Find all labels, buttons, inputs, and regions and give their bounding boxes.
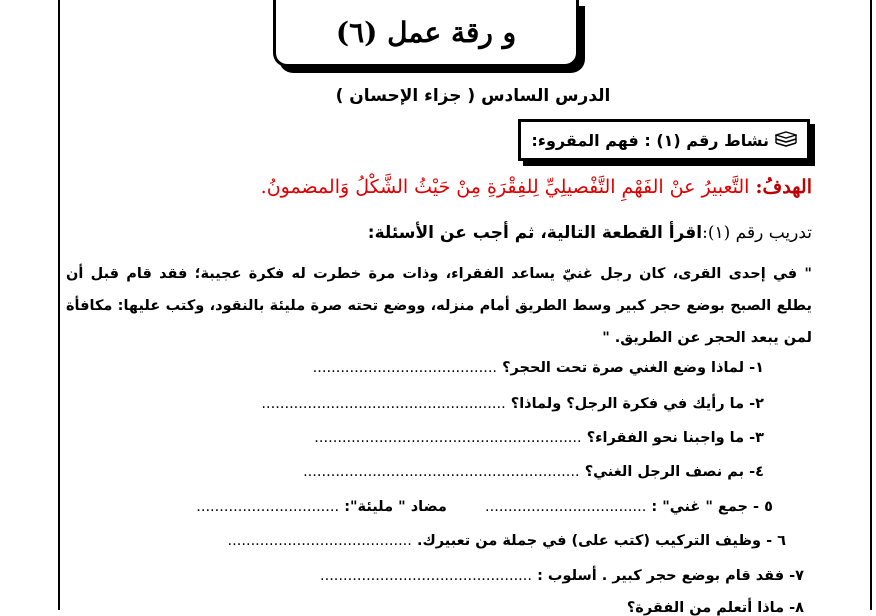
question-text: ٧- فقد قام بوضع حجر كبير . أسلوب : (537, 568, 804, 584)
worksheet-title-box (273, 0, 579, 67)
activity-box (518, 119, 810, 161)
goal-label: الهدفُ: (755, 176, 812, 198)
question-3 (314, 430, 764, 446)
question-8 (627, 600, 804, 616)
answer-line[interactable]: ............................... (196, 499, 340, 515)
worksheet-title: و رقة عمل (٦) (335, 15, 517, 49)
question-4 (303, 464, 764, 480)
question-text: ٣- ما واجبنا نحو الفقراء؟ (586, 430, 764, 446)
question-text: ٢- ما رأيك في فكرة الرجل؟ ولماذا؟ (510, 396, 764, 412)
question-6 (228, 533, 786, 549)
question-text: ٨- ماذا أتعلم من الفقرة؟ (626, 600, 804, 616)
book-icon (775, 131, 797, 149)
goal-text: التَّعبيرُ عنْ الفَهْمِ التَّفْصيلِيِّ لِلفِقْرَةِ مِنْ حَيْثُ الشَّكْلُ وَالمضمونُ. (260, 176, 756, 198)
question-text: ٤- بم نصف الرجل الغني؟ (584, 464, 764, 480)
lesson-title: الدرس السادس ( جزاء الإحسان ) (335, 86, 611, 106)
reading-passage: " في إحدى القرى، كان رجل غنيّ يساعد الفقراء، وذات مرة خطرت له فكرة عجيبة؛ فقد قام قبل أن يطلع الصبح بوضع حجر كبير وسط الطريق أمام منزله، ووضع تحته صرة مليئة بالنقود، وكتب عليها: مكافأة لمن يبعد الحجر عن الطريق. " (66, 266, 812, 346)
question-text: ٥ - جمع " غني" : (651, 499, 773, 515)
question-1 (313, 360, 764, 376)
question-text-opposite: مضاد " مليئة": (344, 499, 447, 515)
training-line (368, 223, 812, 243)
answer-line[interactable]: ........................................ (227, 533, 412, 549)
answer-line[interactable]: ................................... (485, 499, 647, 515)
answer-line[interactable]: ............................................................ (303, 464, 580, 480)
question-2 (261, 396, 764, 412)
question-5 (196, 499, 773, 515)
lesson-heading (0, 86, 876, 106)
answer-line[interactable]: .......................................................... (314, 430, 582, 446)
goal-line (261, 176, 812, 198)
training-instruction: اقرأ القطعة التالية، ثم أجب عن الأسئلة: (367, 223, 703, 243)
question-text: ١- لماذا وضع الغني صرة تحت الحجر؟ (502, 360, 764, 376)
answer-line[interactable]: .............................................. (319, 568, 533, 584)
activity-label: نشاط رقم (١) : فهم المقروء: (531, 130, 769, 150)
question-7 (320, 568, 804, 584)
answer-line[interactable]: ..................................................... (261, 396, 506, 412)
training-label: تدريب رقم (١): (702, 223, 812, 243)
question-text: ٦ - وظيف التركيب (كتب على) في جملة من تعبيرك. (416, 533, 786, 549)
answer-line[interactable]: ........................................ (312, 360, 498, 376)
